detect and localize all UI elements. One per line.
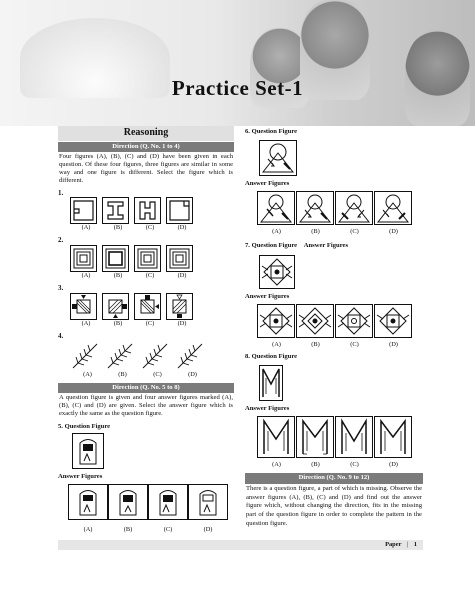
question-number: 1. bbox=[58, 188, 64, 197]
section-title: Reasoning bbox=[58, 126, 234, 141]
question-number: 2. bbox=[58, 236, 64, 245]
option-labels bbox=[70, 224, 234, 232]
label-d: (D) bbox=[177, 272, 187, 280]
direction-header: Direction (Q. No. 5 to 8) bbox=[58, 383, 234, 393]
label-d: (D) bbox=[177, 319, 187, 327]
label-c: (C) bbox=[350, 228, 359, 236]
answer-figure-a[interactable] bbox=[257, 191, 295, 225]
answer-figures-row bbox=[68, 484, 234, 520]
option-figure-c[interactable] bbox=[134, 197, 161, 224]
label-a: (A) bbox=[83, 526, 93, 534]
option-figure-d[interactable] bbox=[175, 341, 205, 371]
direction-text: Four figures (A), (B), (C) and (D) have been given in each question. Of these four figures, three figures are similar in some way and one figure is different. Select the figure which is different. bbox=[59, 152, 233, 185]
label-b: (B) bbox=[118, 370, 127, 378]
answer-figure-d[interactable] bbox=[374, 304, 412, 338]
label-c: (C) bbox=[145, 224, 155, 232]
answer-figures-label: Answer Figures bbox=[245, 292, 290, 300]
label-c: (C) bbox=[145, 319, 155, 327]
option-figure-a[interactable] bbox=[70, 197, 97, 224]
answer-figure-c[interactable] bbox=[335, 416, 373, 458]
footer-separator: | bbox=[406, 541, 409, 548]
answer-figure-d[interactable] bbox=[374, 416, 412, 458]
footer-label: Paper bbox=[385, 541, 402, 548]
page-number: 1 bbox=[413, 541, 417, 548]
answer-figure-b[interactable] bbox=[296, 304, 334, 338]
option-labels bbox=[257, 341, 423, 349]
answer-figure-c[interactable] bbox=[148, 484, 188, 520]
option-figure-d[interactable] bbox=[166, 245, 193, 272]
label-d: (D) bbox=[389, 461, 398, 469]
label-a: (A) bbox=[83, 370, 92, 378]
label-a: (A) bbox=[272, 228, 281, 236]
label-a: (A) bbox=[272, 340, 281, 348]
answer-figure-d[interactable] bbox=[374, 191, 412, 225]
option-figure-d[interactable] bbox=[166, 197, 193, 224]
question-figure bbox=[259, 255, 295, 289]
question-figure bbox=[259, 140, 297, 176]
label-c: (C) bbox=[145, 272, 155, 280]
direction-text: There is a question figure, a part of which is missing. Observe the answer figures (A), (B), (C) and (D) and find out the answer figure which, without changing the direction, fits in the missing part of the question figure in order to complete the pattern in the question figure. bbox=[246, 484, 422, 528]
answer-figures-row bbox=[257, 416, 423, 458]
answer-figure-a[interactable] bbox=[68, 484, 108, 520]
question-figure bbox=[72, 433, 104, 469]
option-figure-c[interactable] bbox=[134, 293, 161, 320]
label-d: (D) bbox=[389, 228, 398, 236]
answer-figure-a[interactable] bbox=[257, 416, 295, 458]
question-title: 6. Question Figure bbox=[245, 128, 298, 135]
option-row bbox=[70, 341, 234, 371]
label-b: (B) bbox=[123, 526, 133, 534]
label-b: (B) bbox=[113, 272, 123, 280]
option-labels bbox=[70, 320, 234, 328]
label-a: (A) bbox=[81, 319, 91, 327]
left-column bbox=[58, 126, 234, 534]
label-c: (C) bbox=[153, 370, 162, 378]
option-labels bbox=[68, 526, 234, 534]
label-c: (C) bbox=[350, 340, 359, 348]
header-banner-image bbox=[0, 0, 475, 126]
answer-figure-c[interactable] bbox=[335, 191, 373, 225]
label-a: (A) bbox=[81, 272, 91, 280]
label-b: (B) bbox=[311, 228, 320, 236]
answer-figure-d[interactable] bbox=[188, 484, 228, 520]
answer-figure-b[interactable] bbox=[108, 484, 148, 520]
answer-figures-inline-label: Answer Figures bbox=[303, 242, 349, 250]
question-title: 8. Question Figure bbox=[245, 352, 298, 360]
answer-figures-label: Answer Figures bbox=[58, 472, 103, 480]
option-figure-c[interactable] bbox=[134, 245, 161, 272]
option-figure-a[interactable] bbox=[70, 341, 100, 371]
right-column bbox=[245, 126, 423, 531]
option-figure-b[interactable] bbox=[102, 245, 129, 272]
question-title: 5. Question Figure bbox=[58, 422, 111, 430]
label-d: (D) bbox=[203, 526, 213, 534]
option-row bbox=[70, 293, 234, 320]
label-d: (D) bbox=[188, 370, 197, 378]
option-labels bbox=[257, 228, 423, 236]
label-d: (D) bbox=[389, 340, 398, 348]
page-title: Practice Set-1 bbox=[171, 76, 304, 100]
option-figure-d[interactable] bbox=[166, 293, 193, 320]
answer-figures-label: Answer Figures bbox=[245, 180, 290, 188]
label-b: (B) bbox=[311, 461, 320, 469]
page-footer bbox=[58, 540, 423, 550]
option-row bbox=[70, 197, 234, 224]
answer-figures-row bbox=[257, 304, 423, 338]
option-labels bbox=[70, 272, 234, 280]
question-title: 7. Question Figure bbox=[245, 242, 298, 250]
label-a: (A) bbox=[81, 224, 91, 232]
option-labels bbox=[257, 461, 423, 469]
answer-figure-c[interactable] bbox=[335, 304, 373, 338]
question-number: 4. bbox=[58, 331, 64, 340]
answer-figure-b[interactable] bbox=[296, 416, 334, 458]
label-b: (B) bbox=[113, 224, 123, 232]
label-c: (C) bbox=[163, 526, 173, 534]
direction-text: A question figure is given and four answer figures marked (A), (B), (C) and (D) are given. Select the answer figure which is exactly the same as the question figure. bbox=[59, 393, 233, 418]
option-row bbox=[70, 245, 234, 272]
label-b: (B) bbox=[113, 319, 123, 327]
label-c: (C) bbox=[350, 461, 359, 469]
option-figure-a[interactable] bbox=[70, 245, 97, 272]
option-figure-b[interactable] bbox=[105, 341, 135, 371]
option-figure-b[interactable] bbox=[102, 197, 129, 224]
direction-header: Direction (Q. No. 1 to 4) bbox=[58, 142, 234, 152]
question-number: 3. bbox=[58, 284, 64, 293]
answer-figure-b[interactable] bbox=[296, 191, 334, 225]
question-figure bbox=[259, 365, 283, 401]
answer-figure-a[interactable] bbox=[257, 304, 295, 338]
answer-figures-row bbox=[257, 191, 423, 225]
option-figure-c[interactable] bbox=[140, 341, 170, 371]
direction-header: Direction (Q. No. 9 to 12) bbox=[245, 473, 423, 483]
label-a: (A) bbox=[272, 461, 281, 469]
label-b: (B) bbox=[311, 340, 320, 348]
option-labels bbox=[70, 371, 234, 379]
option-figure-a[interactable] bbox=[70, 293, 97, 320]
answer-figures-label: Answer Figures bbox=[245, 405, 290, 413]
option-figure-b[interactable] bbox=[102, 293, 129, 320]
label-d: (D) bbox=[177, 224, 187, 232]
